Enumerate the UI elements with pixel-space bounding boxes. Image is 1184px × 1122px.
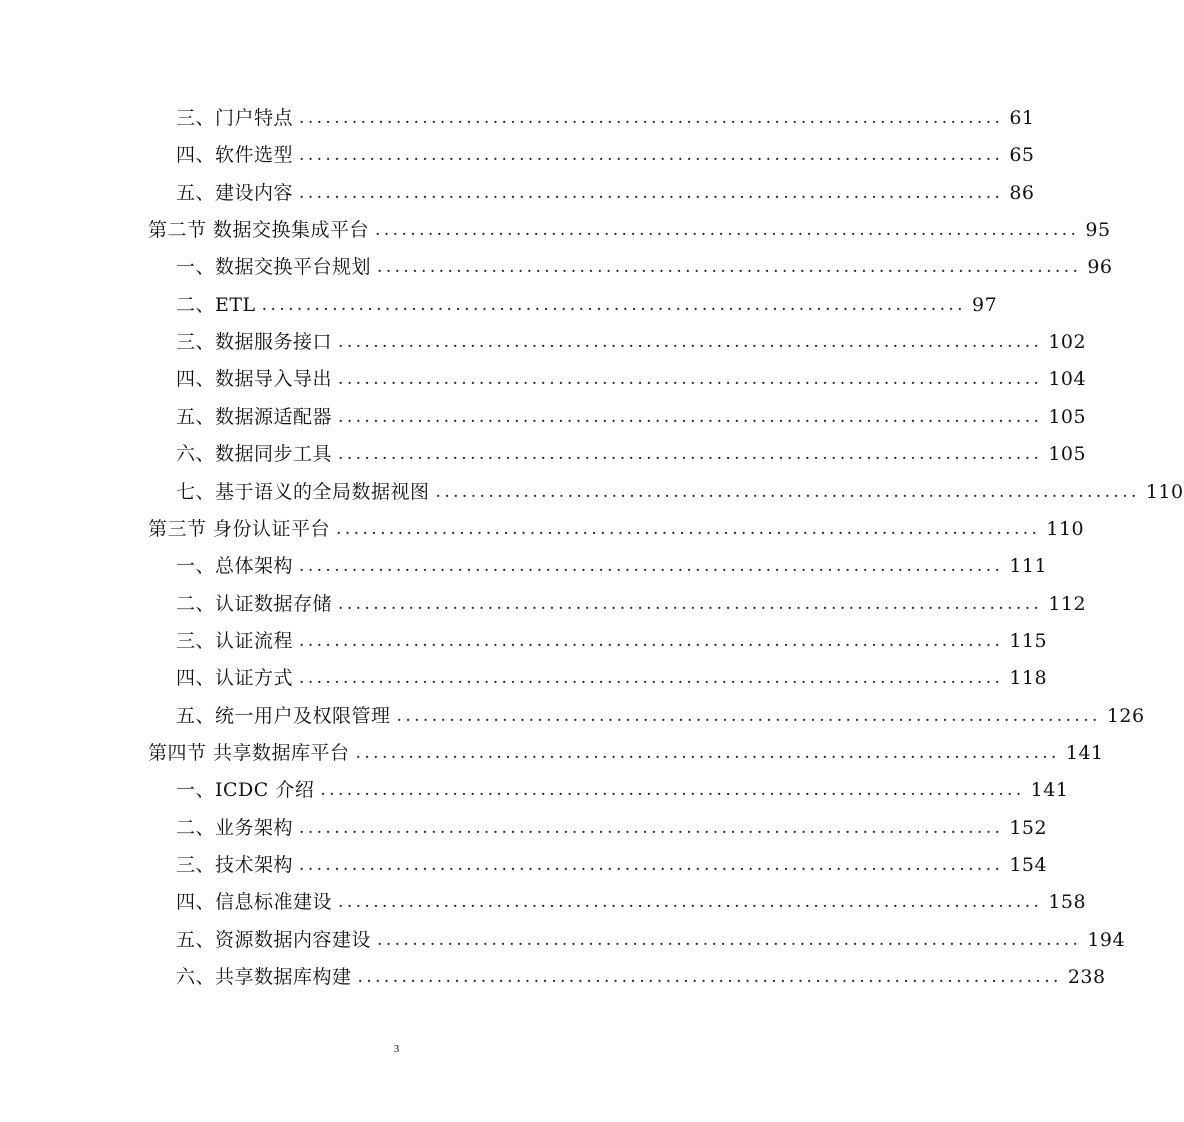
toc-entry-label: 四、认证方式 [176, 667, 294, 690]
toc-subsection-entry[interactable] [176, 922, 1126, 959]
toc-subsection-entry[interactable] [176, 548, 1048, 585]
toc-entry-label: 五、数据源适配器 [176, 405, 333, 428]
toc-subsection-entry[interactable] [176, 436, 1087, 473]
toc-entry-label: 第二节 数据交换集成平台 [148, 219, 370, 242]
toc-subsection-entry[interactable] [176, 175, 1035, 212]
toc-subsection-entry[interactable] [176, 623, 1048, 660]
toc-entry-label: 五、资源数据内容建设 [176, 928, 372, 951]
toc-entry-page-number: 110 [1046, 517, 1085, 540]
toc-entry-page-number: 111 [1009, 555, 1048, 578]
toc-subsection-entry[interactable] [176, 249, 1113, 286]
toc-dot-leader: ................................................................................ [338, 369, 1043, 390]
toc-dot-leader: ................................................................................ [320, 780, 1025, 801]
toc-entry-label: 一、ICDC 介绍 [176, 779, 315, 802]
toc-entry-label: 一、总体架构 [176, 555, 294, 578]
toc-subsection-entry[interactable] [176, 399, 1087, 436]
toc-entry-page-number: 61 [1009, 107, 1035, 129]
toc-subsection-entry[interactable] [176, 660, 1048, 697]
toc-section-entry[interactable] [148, 735, 1104, 772]
toc-entry-label: 三、门户特点 [176, 107, 294, 129]
toc-subsection-entry[interactable] [176, 586, 1087, 623]
toc-dot-leader: ................................................................................ [377, 257, 1082, 278]
toc-dot-leader: ................................................................................ [375, 220, 1080, 241]
page-number: 3 [393, 1043, 400, 1055]
toc-entry-page-number: 238 [1067, 966, 1106, 989]
toc-entry-page-number: 112 [1048, 592, 1087, 615]
toc-dot-leader: ................................................................................ [338, 444, 1043, 465]
toc-entry-label: 二、业务架构 [176, 816, 294, 839]
toc-subsection-entry[interactable] [176, 884, 1087, 921]
toc-entry-label: 五、统一用户及权限管理 [176, 704, 391, 727]
toc-subsection-entry[interactable] [176, 137, 1035, 174]
toc-entry-page-number: 105 [1048, 405, 1087, 428]
toc-dot-leader: ................................................................................ [299, 556, 1004, 577]
toc-dot-leader: ................................................................................ [299, 855, 1004, 875]
toc-entry-page-number: 115 [1009, 629, 1048, 652]
toc-entry-label: 四、软件选型 [176, 144, 294, 167]
toc-subsection-entry[interactable] [176, 100, 1035, 137]
toc-dot-leader: ................................................................................ [377, 929, 1082, 950]
toc-entry-label: 第三节 身份认证平台 [148, 517, 331, 540]
toc-entry-label: 四、信息标准建设 [176, 891, 333, 914]
toc-dot-leader: ................................................................................ [299, 182, 1004, 203]
toc-dot-leader: ................................................................................ [299, 145, 1004, 166]
toc-entry-page-number: 105 [1048, 443, 1087, 466]
toc-dot-leader: ................................................................................ [396, 705, 1101, 726]
toc-subsection-entry[interactable] [176, 474, 1184, 511]
toc-entry-page-number: 96 [1087, 256, 1113, 279]
toc-entry-label: 三、数据服务接口 [176, 331, 333, 354]
toc-entry-label: 第四节 共享数据库平台 [148, 741, 350, 764]
toc-dot-leader: ................................................................................ [299, 630, 1004, 651]
toc-dot-leader: ................................................................................ [299, 817, 1004, 838]
toc-subsection-entry[interactable] [176, 698, 1145, 735]
toc-entry-page-number: 65 [1009, 144, 1035, 167]
toc-entry-page-number: 118 [1009, 667, 1048, 690]
toc-entry-page-number: 158 [1048, 891, 1087, 914]
toc-dot-leader: ................................................................................ [299, 668, 1004, 689]
toc-section-entry[interactable] [148, 511, 1085, 548]
toc-dot-leader: ................................................................................ [338, 593, 1043, 614]
toc-subsection-entry[interactable] [176, 772, 1069, 809]
toc-dot-leader: ................................................................................ [336, 518, 1041, 539]
toc-dot-leader: ................................................................................ [299, 108, 1004, 128]
toc-entry-label: 五、建设内容 [176, 181, 294, 204]
toc-subsection-entry[interactable] [176, 361, 1087, 398]
toc-entry-page-number: 126 [1106, 704, 1145, 727]
toc-entry-page-number: 110 [1145, 480, 1184, 503]
toc-entry-page-number: 152 [1009, 816, 1048, 839]
toc-entry-label: 二、ETL [176, 293, 256, 316]
toc-dot-leader: ................................................................................ [357, 967, 1062, 988]
toc-dot-leader: ................................................................................ [338, 332, 1043, 353]
toc-entry-page-number: 141 [1065, 741, 1104, 764]
toc-entry-page-number: 104 [1048, 368, 1087, 391]
toc-entry-label: 二、认证数据存储 [176, 592, 333, 615]
toc-entry-label: 七、基于语义的全局数据视图 [176, 480, 430, 503]
toc-dot-leader: ................................................................................ [338, 892, 1043, 913]
toc-entry-page-number: 95 [1085, 219, 1111, 242]
toc-dot-leader: ................................................................................ [355, 742, 1060, 763]
toc-entry-page-number: 154 [1009, 854, 1048, 876]
toc-entry-label: 四、数据导入导出 [176, 368, 333, 391]
toc-entry-label: 三、认证流程 [176, 629, 294, 652]
toc-subsection-entry[interactable] [176, 959, 1106, 996]
toc-entry-page-number: 194 [1087, 928, 1126, 951]
toc-entry-page-number: 102 [1048, 331, 1087, 354]
toc-subsection-entry[interactable] [176, 324, 1087, 361]
toc-entry-page-number: 86 [1009, 181, 1035, 204]
toc-entry-label: 六、共享数据库构建 [176, 966, 352, 989]
toc-subsection-entry[interactable] [176, 287, 998, 324]
toc-entry-page-number: 141 [1030, 779, 1069, 802]
toc-entry-page-number: 97 [971, 293, 998, 316]
toc-subsection-entry[interactable] [176, 810, 1048, 847]
toc-dot-leader: ................................................................................ [261, 294, 966, 315]
toc-dot-leader: ................................................................................ [338, 406, 1043, 427]
toc-entry-label: 六、数据同步工具 [176, 443, 333, 466]
toc-section-entry[interactable] [148, 212, 1111, 249]
toc-entry-label: 三、技术架构 [176, 854, 294, 876]
toc-subsection-entry[interactable] [176, 847, 1048, 884]
toc-entry-label: 一、数据交换平台规划 [176, 256, 372, 279]
toc-dot-leader: ................................................................................ [435, 481, 1140, 502]
